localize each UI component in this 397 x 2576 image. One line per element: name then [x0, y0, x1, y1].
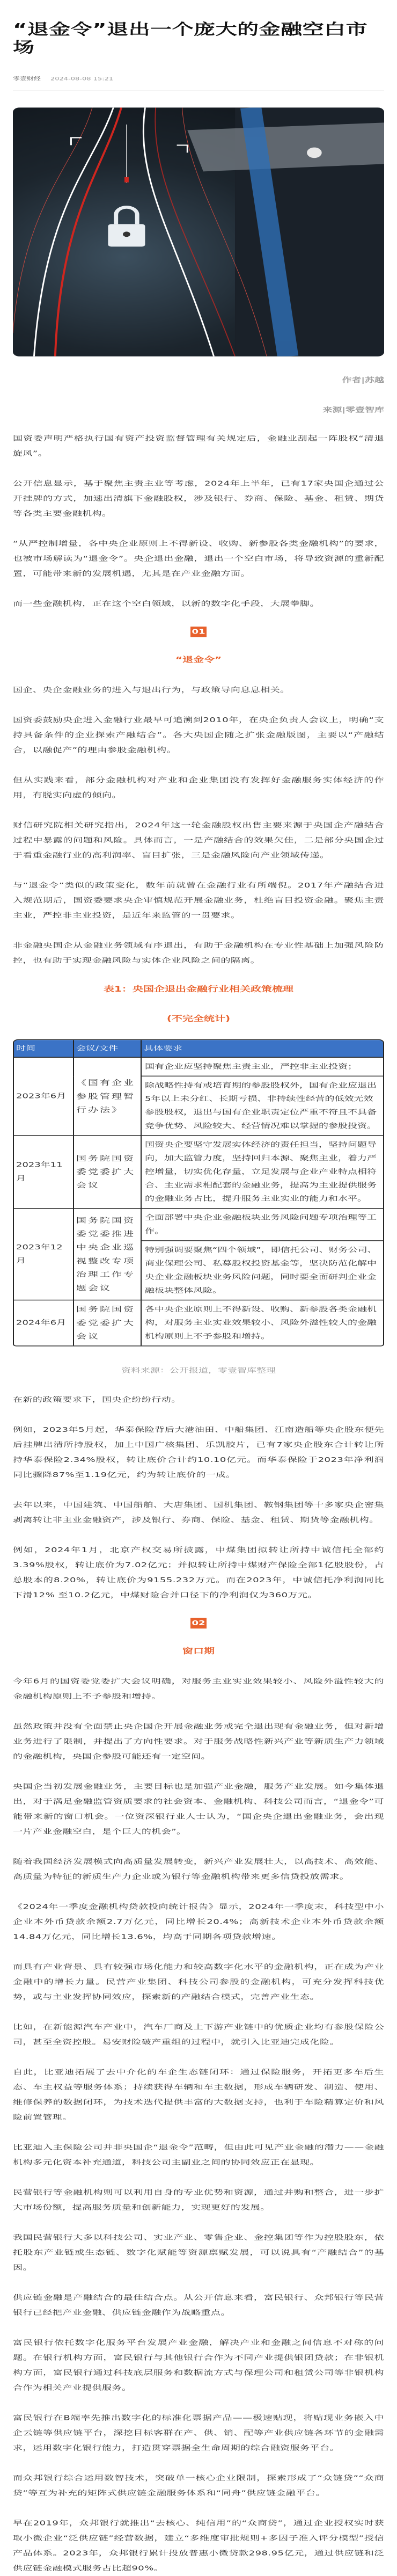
cell-requirement: 国资央企要坚守发展实体经济的责任担当，坚持问题导向，加大监管力度，坚持回归本源、聚焦主业，着力严控增量，切实优化存量，立足发展与企业产业特点相符合、主业需求相配套的金融业务，提高为主业提供服务的金融业务占比，提升服务主业实业的能力和水平。 [141, 1136, 383, 1209]
cell-document: 国务院国资委党委扩大会议 [73, 1300, 141, 1346]
paragraph: 民营银行等金融机构则可以利用自身的专业优势和资源，通过并购和整合，进一步扩大市场份额，提高服务质量和创新能力，实现更好的发展。 [13, 2188, 384, 2211]
paragraph: 比如，在新能源汽车产业中，汽车厂商及上下游产业链中的优质企业均有参股保险公司，甚至全资控股。易安财险破产重组的过程中，就引入比亚迪完成化险。 [13, 2023, 384, 2046]
cell-requirement: 各中央企业原则上不得新设、收购、新参股各类金融机构，对服务主业实业效果较小、风险外溢性较大的金融机构原则上不予参股和增持。 [141, 1300, 383, 1346]
table-header-row [14, 1040, 383, 1057]
paragraph: 比亚迪入主保险公司并非央国企“退金令”范畴，但由此可见产业金融的潜力——金融机构多元化资本补充通道，科技公司主副业之间的协同效应正在显现。 [13, 2143, 384, 2166]
paragraph: 国企、央企金融业务的进入与退出行为，与政策导向息息相关。 [13, 686, 290, 694]
cell-time: 2023年12月 [14, 1209, 73, 1300]
column-header: 具体要求 [141, 1040, 383, 1057]
section-paragraphs [13, 1674, 384, 2576]
section-number-badge: 01 [190, 627, 206, 637]
paragraph: 非金融央国企从金融业务领域有序退出，有助于金融机构在专业性基础上加强风险防控，也有助于实现金融风险与实体企业风险之间的隔离。 [13, 941, 384, 965]
paragraph: 国资委声明严格执行国有资产投资监督管理有关规定后，金融业刮起一阵股权“清退旋风”。 [13, 434, 384, 458]
cell-document: 国务院国资委党委扩大会议 [73, 1136, 141, 1209]
cell-requirement: 除战略性持有或培育期的参股股权外，国有企业应退出5年以上未分红、长期亏损、非持续性经营的低效无效参股股权，退出与国有企业职责定位严重不符且不具备竞争优势、风险较大、经营情况难以掌握的参股投资。 [141, 1076, 383, 1136]
table-caption: 表1：央国企退出金融行业相关政策梳理 [104, 984, 293, 994]
column-header: 会议/文件 [73, 1040, 141, 1057]
table-row [14, 1057, 383, 1076]
paragraph: 央国企当初发展金融业务，主要目标也是加强产业金融，服务产业发展。如今集体退出，对于满足金融监管资质要求的社会资本、金融机构、科技公司而言，“退金令”可能带来新的窗口机会。一位资深银行业人士认为，“国企央企退出金融业务，会出现一片产业金融空白，是个巨大的机会”。 [13, 1782, 384, 1836]
paragraph: 虽然政策并没有全面禁止央企国企开展金融业务或完全退出现有金融业务，但对新增业务进行了限制，并提出了方向性要求。对于服务战略性新兴产业等新质生产力领域的金融机构，央国企参股可能还有一定空间。 [13, 1722, 384, 1760]
table-row [14, 1136, 383, 1209]
article-meta [13, 75, 384, 83]
paragraph: 我国民营银行大多以科技公司、实业产业、零售企业、金控集团等作为控股股东，依托股东产业链或生态链、数字化赋能等资源禀赋发展，可以说具有“产融结合”的基因。 [13, 2233, 384, 2272]
section-heading: 窗口期 [182, 1646, 215, 1656]
publisher-link[interactable]: 零壹财经 [13, 76, 41, 82]
paragraph: 而具有产业背景、具有较强市场化能力和较高数字化水平的金融机构，正在成为产业金融中的增长力量。民营产业集团、科技公司参股的金融机构，可充分发挥科技优势，或与主业发挥协同效应，探索新的产融结合模式，完善产业生态。 [13, 1963, 384, 2001]
cell-requirement: 国有企业应坚持聚焦主责主业，严控非主业投资； [141, 1057, 383, 1076]
paragraph: 自此，比亚迪拓展了去中介化的车企生态链闭环：通过保险服务，开拓更多车后生态、车主权益等服务体系；持续获得车辆和车主数据，形成车辆研发、制造、使用、维修保养的数据闭环，为技术迭代提供丰富的大数据支持，也利于车险精算定价和风险前置管理。 [13, 2068, 384, 2121]
table-row [14, 1209, 383, 1241]
paragraph: 例如，2024年1月，北京产权交易所披露，中煤集团拟转让所持中诚信托全部约3.39%股权，转让底价为7.02亿元；并拟转让所持中煤财产保险全部1亿股股份，占总股本的8.20%，转让底价为9155.232万元。而在2023年，中诚信托净利润同比下滑12% 至10.2亿元，中煤财险合并口径下的净利润仅为360万元。 [13, 1546, 384, 1599]
paragraph: 而众邦银行综合运用数智技术，突破单一核心企业限制，探索形成了“众链贷”“众商贷”等互为补充的矩阵式供应链金融服务体系和“同舟”供应链金融平台。 [13, 2474, 384, 2497]
paragraph: 财信研究院相关研究指出，2024年这一轮金融股权出售主要来源于央国企产融结合过程中暴露的问题和风险。具体而言，一是产融结合的效果欠佳，二是部分央国企过于看重金融行业的高利润率、盲目扩张，三是金融风险向产业领域传递。 [13, 821, 384, 860]
paragraph: 今年6月的国资委党委扩大会议明确，对服务主业实业效果较小、风险外溢性较大的金融机构原则上不予参股和增持。 [13, 1677, 384, 1700]
hero-graphic [13, 107, 384, 356]
paragraph: 随着我国经济发展模式向高质量发展转变，新兴产业发展壮大，以高技术、高效能、高质量为特征的新质生产力企业或为银行等金融机构带来更多信贷投放需求。 [13, 1858, 384, 1881]
paragraph: 在新的政策要求下，国央企纷纷行动。 [13, 1396, 181, 1404]
cell-time: 2023年6月 [14, 1057, 73, 1136]
table-source-note: 资料来源：公开报道，零壹智库整理 [121, 1366, 276, 1375]
cell-requirement: 全面部署中央企业金融板块业务风险问题专项治理等工作。 [141, 1209, 383, 1241]
cell-time: 2024年6月 [14, 1300, 73, 1346]
section-heading: “退金令” [175, 655, 222, 665]
hero-image [13, 107, 384, 356]
article-title: “退金令”退出一个庞大的金融空白市场 [13, 20, 368, 56]
paragraph: 国资委鼓励央企进入金融行业最早可追溯到2010年，在央企负责人会议上，明确“支持具备条件的企业探索产融结合”。各大央国企随之扩张金融版图，主要以“产融结合，以融促产”的理由参股金融机构。 [13, 716, 384, 754]
paragraph: 供应链金融是产融结合的最佳结合点。从公开信息来看，富民银行、众邦银行等民营银行已经把产业金融、供应链金融作为战略重点。 [13, 2294, 384, 2317]
article [0, 20, 397, 2576]
cell-requirement: 特别强调要聚焦“四个领域”，即信托公司、财务公司、商业保理公司、私募股权投资基金等，坚决防范化解中央企业金融板块业务风险问题，同时要全面研判企业金融板块整体风险。 [141, 1241, 383, 1300]
source-line: 来源|零壹智库 [322, 406, 384, 414]
divider [13, 90, 384, 91]
section-1 [13, 627, 384, 1603]
policy-table [13, 1039, 384, 1347]
paragraph: 早在2019年，众邦银行就推出“去核心、纯信用”的“众商贷”，通过企业授权实时获取小微企业“泛供应链”经营数据，建立“多维度审批规则+多因子准入评分模型”授信产品体系。2023年，众邦银行累计投放普惠小微贷款298.95亿元，通过供应链和泛供应链金融模式服务占比超90%。 [13, 2519, 384, 2572]
intro [13, 431, 384, 612]
cell-document: 《国有企业参股管理暂行办法》 [73, 1057, 141, 1136]
article-page [0, 20, 397, 2576]
section-2 [13, 1618, 384, 2576]
section-paragraphs [13, 1393, 384, 1603]
section-paragraphs [13, 682, 384, 968]
paragraph: 公开信息显示，基于聚焦主责主业等考虑，2024年上半年，已有17家央国企通过公开挂牌的方式，加速出清旗下金融股权，涉及银行、券商、保险、基金、租赁、期货等各类主要金融机构。 [13, 479, 384, 518]
paragraph: 例如，2023年5月起，华泰保险背后大港油田、中船集团、江南造船等央企股东便先后挂牌出清所持股权，加上中国广核集团、乐凯胶片，已有7家央企股东合计转让所持华泰保险2.34%股权，转让底价合计约10.10亿元。而华泰保险于2023年净利润同比骤降87%至1.19亿元，约为转让底价的一成。 [13, 1426, 384, 1479]
section-number-badge: 02 [190, 1618, 206, 1629]
paragraph: 富民银行在B端率先推出数字化的标准化票据产品——极速贴现，将贴现业务嵌入中企云链等供应链平台，深挖目标客群在产、供、销、配等产业供应链各环节的金融需求，运用数字化银行能力，打造贯穿票据全生命周期的综合融资服务平台。 [13, 2414, 384, 2452]
paragraph: 而一些金融机构，正在这个空白领域，以新的数字化手段，大展拳脚。 [13, 600, 320, 608]
column-header: 时间 [14, 1040, 73, 1057]
table-row [14, 1300, 383, 1346]
paragraph: 富民银行依托数字化服务平台发展产业金融，解决产业和金融之间信息不对称的问题。在银行机构方面，富民银行与其他银行合作为不同产业提供银团贷款；在非银机构方面，富民银行通过科技底层服务和数据流方式与保理公司和租赁公司等非银机构合作为相关产业提供服务。 [13, 2339, 384, 2392]
paragraph: “从严控制增量，各中央企业原则上不得新设、收购、新参股各类金融机构”的要求，也被市场解读为“退金令”。央企退出金融，退出一个空白市场，将导致资源的重新配置，可能带来新的发展机遇，尤其是在产业金融方面。 [13, 540, 384, 578]
paragraph: 去年以来，中国建筑、中国船舶、大唐集团、国机集团、鞍钢集团等十多家央企密集剥离转让非主业金融资产，涉及银行、券商、保险、基金、租赁、期货等金融机构。 [13, 1501, 384, 1524]
paragraph: 与“退金令”类似的政策变化，数年前就曾在金融行业有所端倪。2017年产融结合进入规范期后，国资委要求央企审慎规范开展金融业务，杜绝盲目投资金融。聚焦主责主业，严控非主业投资，是近年来监管的一贯要求。 [13, 881, 384, 920]
cell-document: 国务院国资委党委推进中央企业巡视整改专项治理工作专题会议 [73, 1209, 141, 1300]
cell-time: 2023年11月 [14, 1136, 73, 1209]
publish-date: 2024-08-08 15:21 [50, 76, 114, 82]
paragraph: 《2024年一季度金融机构贷款投向统计报告》显示，2024年一季度末，科技型中小企业本外币贷款余额2.7万亿元，同比增长20.4%；高新技术企业本外币贷款余额14.84万亿元，同比增长13.6%，均高于同期各项贷款增速。 [13, 1903, 384, 1941]
author-line: 作者|苏越 [342, 376, 384, 384]
table-subcaption: (不完全统计) [166, 1014, 231, 1023]
paragraph: 但从实践来看，部分金融机构对产业和企业集团没有发挥好金融服务实体经济的作用，有脱实向虚的倾向。 [13, 776, 384, 799]
